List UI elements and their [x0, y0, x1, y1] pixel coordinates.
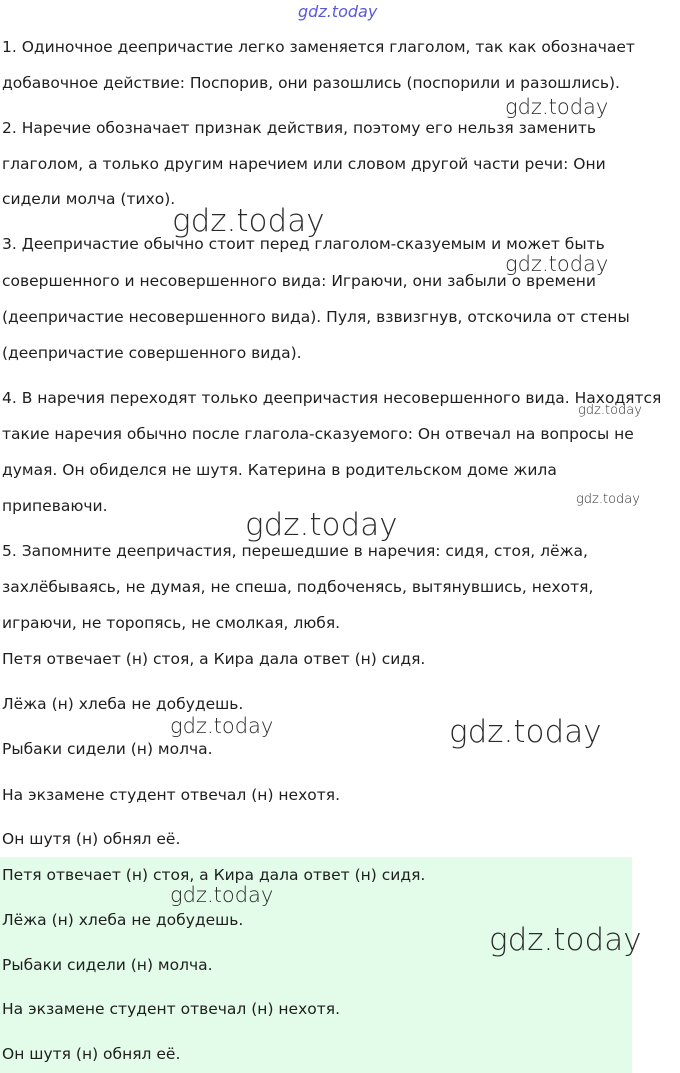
watermark: gdz.today [505, 95, 609, 119]
paragraph-3-line-1: 3. Деепричастие обычно стоит перед глаголом-сказуемым и может быть [2, 235, 605, 253]
answer-sentence-2: Лёжа (н) хлеба не добудешь. [2, 911, 244, 929]
answer-sentence-5: Он шутя (н) обнял её. [2, 1045, 181, 1063]
paragraph-3-line-3: (деепричастие несовершенного вида). Пуля, взвизгнув, отскочила от стены [2, 308, 630, 326]
watermark: gdz.today [505, 252, 609, 276]
exercise-sentence-5: Он шутя (н) обнял её. [2, 830, 181, 848]
paragraph-3-line-4: (деепричастие совершенного вида). [2, 344, 302, 362]
paragraph-1-line-2: добавочное действие: Поспорив, они разошлись (поспорили и разошлись). [2, 74, 620, 92]
watermark: gdz.today [245, 507, 398, 543]
paragraph-1-line-1: 1. Одиночное деепричастие легко заменяется глаголом, так как обозначает [2, 38, 635, 56]
paragraph-2-line-1: 2. Наречие обозначает признак действия, поэтому его нельзя заменить [2, 119, 597, 137]
watermark: gdz.today [576, 492, 640, 507]
answer-sentence-1: Петя отвечает (н) стоя, а Кира дала ответ (н) сидя. [2, 866, 426, 884]
exercise-sentence-3: Рыбаки сидели (н) молча. [2, 740, 213, 758]
watermark: gdz.today [172, 203, 325, 239]
paragraph-5-line-1: 5. Запомните деепричастия, перешедшие в наречия: сидя, стоя, лёжа, [2, 542, 588, 560]
answer-sentence-3: Рыбаки сидели (н) молча. [2, 956, 213, 974]
answer-sentence-4: На экзамене студент отвечал (н) нехотя. [2, 1000, 341, 1018]
paragraph-4-line-4: припеваючи. [2, 497, 108, 515]
paragraph-4-line-3: думая. Он обиделся не шутя. Катерина в родительском доме жила [2, 461, 557, 479]
paragraph-4-line-2: такие наречия обычно после глагола-сказуемого: Он отвечал на вопросы не [2, 425, 634, 443]
watermark: gdz.today [578, 403, 642, 418]
exercise-sentence-1: Петя отвечает (н) стоя, а Кира дала ответ (н) сидя. [2, 650, 426, 668]
watermark-top: gdz.today [298, 2, 378, 21]
exercise-sentence-4: На экзамене студент отвечал (н) нехотя. [2, 786, 341, 804]
paragraph-3-line-2: совершенного и несовершенного вида: Играючи, они забыли о времени [2, 272, 596, 290]
watermark: gdz.today [170, 883, 274, 907]
paragraph-5-line-3: играючи, не торопясь, не смолкая, любя. [2, 614, 341, 632]
paragraph-2-line-3: сидели молча (тихо). [2, 190, 176, 208]
watermark: gdz.today [489, 922, 642, 958]
exercise-sentence-2: Лёжа (н) хлеба не добудешь. [2, 695, 244, 713]
paragraph-5-line-2: захлёбываясь, не думая, не спеша, подбоченясь, вытянувшись, нехотя, [2, 578, 594, 596]
paragraph-2-line-2: глаголом, а только другим наречием или словом другой части речи: Они [2, 155, 606, 173]
watermark: gdz.today [170, 714, 274, 738]
watermark: gdz.today [449, 714, 602, 750]
paragraph-4-line-1: 4. В наречия переходят только деепричастия несовершенного вида. Находятся [2, 389, 662, 407]
